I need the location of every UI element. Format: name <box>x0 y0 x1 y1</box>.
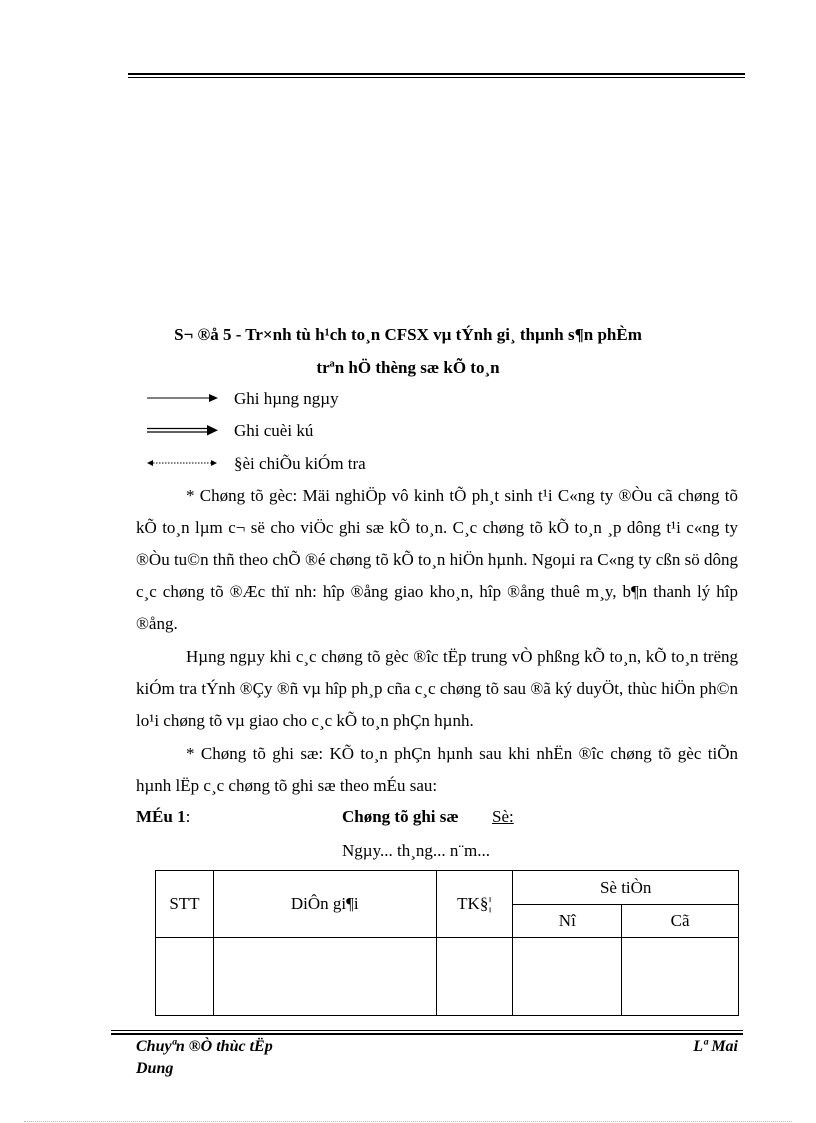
paragraph-text: * Chøng tõ ghi sæ: KÕ to¸n phÇn hµnh sau khi nhËn ®îc chøng tõ gèc tiÕn hµnh lËp c¸c chøng tõ ghi sæ theo mÉu sau: <box>136 744 738 795</box>
header-no: Nî <box>513 905 622 938</box>
table-cell <box>622 938 739 1016</box>
diagram-title-line2: trªn hÖ thèng sæ kÕ to¸n <box>316 358 500 377</box>
header-stt: STT <box>156 871 214 938</box>
double-arrow-icon <box>147 422 219 438</box>
voucher-table <box>155 870 739 1016</box>
legend-label: Ghi hµng ngµy <box>234 389 339 408</box>
diagram-title-line1: S¬ ®å 5 - Tr×nh tù h¹ch to¸n CFSX vµ tÝnh gi¸ thµnh s¶n phÈm <box>174 325 642 344</box>
dotted-double-head-arrow-icon <box>147 455 219 471</box>
page-bottom-divider <box>24 1121 792 1122</box>
header-so-tien: Sè tiÒn <box>513 871 739 905</box>
form-date-line: Ngµy... th¸ng... n¨m... <box>342 841 490 860</box>
header-rule-thick <box>128 73 745 75</box>
footer-left-line2: Dung <box>136 1060 174 1077</box>
legend-item-daily <box>147 388 647 410</box>
footer-left-line1: Chuyªn ®Ò thùc tËp <box>136 1038 273 1055</box>
table-cell <box>213 938 436 1016</box>
paragraph-daily-processing <box>136 641 738 737</box>
paragraph-original-vouchers <box>136 480 738 640</box>
single-arrow-icon <box>147 390 219 406</box>
paragraph-text: * Chøng tõ gèc: Mäi nghiÖp vô kinh tÕ ph¸t sinh t¹i C«ng ty ®Òu cã chøng tõ kÕ to¸n lµm c¬ së cho viÖc ghi sæ kÕ to¸n. C¸c chøng tõ kÕ to¸n ¸p dông t¹i c«ng ty ®Òu tu©n thñ theo chÕ ®é chøng tõ kÕ to¸n hiÖn hµnh. Ngoµi ra C«ng ty cßn sö dông c¸c chøng tõ ®Æc thï nh: hîp ®ång giao kho¸n, hîp ®ång thuê m¸y, b¶n thanh lý hîp ®ång. <box>136 486 738 633</box>
legend-item-period-end <box>147 420 647 442</box>
table-cell <box>156 938 214 1016</box>
legend-item-reconcile <box>147 453 647 475</box>
form-title: Chøng tõ ghi sæ <box>342 807 459 826</box>
paragraph-record-vouchers <box>136 738 738 802</box>
header-rule-thin <box>128 77 745 78</box>
table-cell <box>513 938 622 1016</box>
header-dien-giai: DiÔn gi¶i <box>213 871 436 938</box>
legend-label: §èi chiÕu kiÓm tra <box>234 454 366 473</box>
paragraph-text: Hµng ngµy khi c¸c chøng tõ gèc ®îc tËp trung vÒ phßng kÕ to¸n, kÕ to¸n trëng kiÓm tra tÝnh ®Çy ®ñ vµ hîp ph¸p cña c¸c chøng tõ sau ®ã ký duyÖt, thùc hiÖn ph©n lo¹i chøng tõ vµ giao cho c¸c kÕ to¸n phÇn hµnh. <box>136 647 738 730</box>
header-tk: TK§¦ <box>436 871 513 938</box>
table-row <box>156 938 739 1016</box>
form-number-label: Sè: <box>492 807 514 826</box>
form-label: MÉu 1: <box>136 807 191 826</box>
footer-right: Lª Mai <box>693 1038 738 1055</box>
footer-rule-thin <box>111 1030 743 1031</box>
header-co: Cã <box>622 905 739 938</box>
table-cell <box>436 938 513 1016</box>
legend-label: Ghi cuèi kú <box>234 421 314 440</box>
footer-left <box>136 1036 273 1080</box>
footer-rule-thick <box>111 1033 743 1035</box>
